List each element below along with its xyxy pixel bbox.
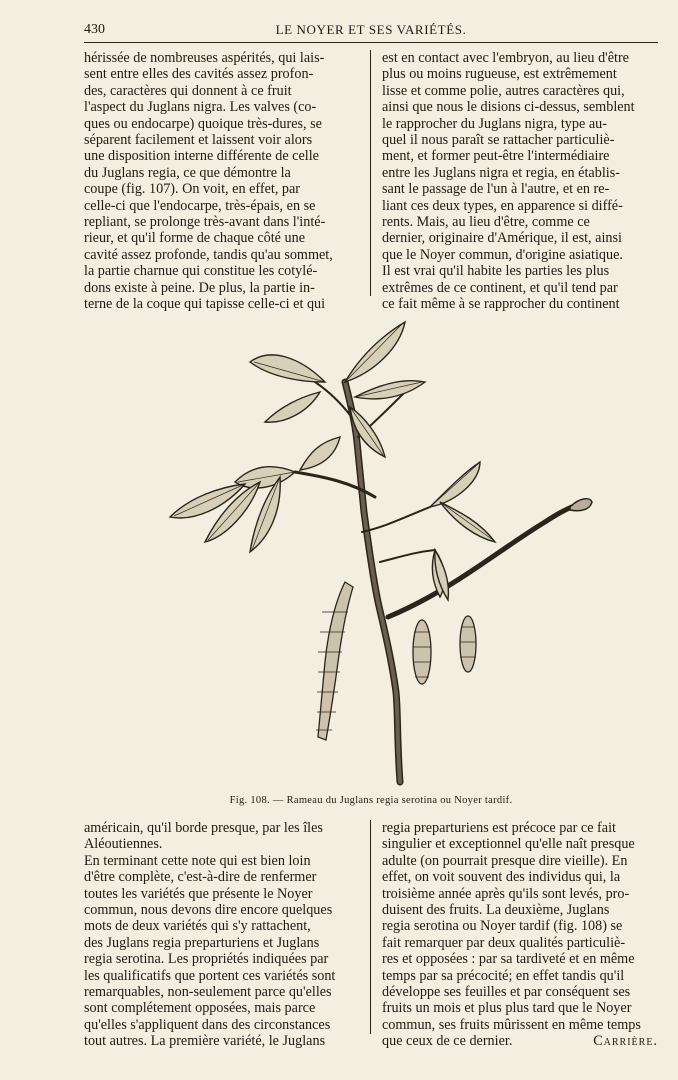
text-line: lisse et comme polie, autres caractères qui,	[382, 82, 625, 99]
text-line: plus ou moins rugueuse, est extrêmement	[382, 66, 617, 83]
text-line: ques ou endocarpe) quoique très-dures, se	[84, 115, 322, 132]
text-line: les qualificatifs que portent ces variétés sont	[84, 967, 336, 984]
text-line: extrêmes de ce continent, et qu'il tend par	[382, 279, 618, 296]
text-line: regia serotina ou Noyer tardif (fig. 108) se	[382, 918, 623, 935]
column-divider-top	[370, 50, 371, 296]
text-line: celle-ci que l'endocarpe, très-épais, en se	[84, 197, 316, 214]
text-line: temps par sa précocité; en effet tandis qu'il	[382, 967, 625, 984]
text-line: liant ces deux types, en apparence si diffé-	[382, 197, 623, 214]
text-line: Il est vrai qu'il habite les parties les plus	[382, 263, 610, 280]
text-line: ainsi que nous le disions ci-dessus, semblent	[382, 99, 635, 116]
text-line: des, caractères qui donnent à ce fruit	[84, 82, 292, 99]
text-line: Aléoutiennes.	[84, 836, 163, 853]
text-column-bottom-right	[382, 820, 658, 1050]
text-column-bottom-left	[84, 820, 360, 1050]
text-line: fruits un mois et plus plus tard que le Noyer	[382, 1000, 632, 1017]
text-line: res et opposées : par sa tardiveté et en même	[382, 951, 635, 968]
text-line: une disposition interne différente de celle	[84, 148, 319, 165]
text-line: En terminant cette note qui est bien loin	[84, 852, 311, 869]
header-rule	[84, 42, 658, 43]
text-line: commun, nous devons dire encore quelques	[84, 902, 333, 919]
text-line: terne de la coque qui tapisse celle-ci et qui	[84, 296, 326, 313]
text-line: d'être complète, c'est-à-dire de renfermer	[84, 869, 317, 886]
text-line: troisième année après qu'ils sont levés, pro-	[382, 885, 630, 902]
text-column-top-right	[382, 50, 658, 313]
running-title: LE NOYER ET SES VARIÉTÉS.	[275, 22, 467, 37]
text-line: singulier et exceptionnel qu'elle naît presque	[382, 836, 635, 853]
text-line: dernier, originaire d'Amérique, il est, ainsi	[382, 230, 622, 247]
text-line: rents. Mais, au lieu d'être, comme ce	[382, 214, 590, 231]
last-line-with-signature	[382, 1033, 658, 1049]
text-line: coupe (fig. 107). On voit, en effet, par	[84, 181, 301, 198]
text-line: quel il nous paraît se rattacher particuliè-	[382, 132, 615, 149]
text-line: duisent des fruits. La deuxième, Juglans	[382, 902, 610, 919]
text-line: repliant, se prolonge très-avant dans l'inté-	[84, 214, 326, 231]
text-line: effet, on voit souvent des individus qui, la	[382, 869, 621, 886]
text-line: développe ses feuilles et par conséquent ses	[382, 984, 631, 1001]
text-line: sent entre elles des cavités assez profon-	[84, 66, 314, 83]
text-line: regia preparturiens est précoce par ce fait	[382, 820, 616, 836]
text-line: regia serotina. Les propriétés indiquées par	[84, 951, 329, 968]
text-line: ce fait même à se rapprocher du continent	[382, 296, 620, 313]
text-line: adulte (on pourrait presque dire vieille). En	[382, 852, 628, 869]
text-line: du Juglans regia, ce que démontre la	[84, 164, 291, 181]
text-line: le rapprocher du Juglans nigra, type au-	[382, 115, 607, 132]
text-line: commun, ses fruits mûrissent en même temps	[382, 1016, 641, 1033]
text-line: sant le passage de l'un à l'autre, et en re-	[382, 181, 610, 198]
text-line: hérissée de nombreuses aspérités, qui lais-	[84, 50, 325, 66]
text-column-top-left	[84, 50, 360, 313]
text-line: l'aspect du Juglans nigra. Les valves (co-	[84, 99, 317, 116]
text-line: rieur, et qu'il forme de chaque côté une	[84, 230, 306, 247]
figure-caption: Fig. 108. — Rameau du Juglans regia serotina ou Noyer tardif.	[229, 795, 513, 806]
text-line: séparent facilement et laissent voir alors	[84, 132, 313, 149]
text-line: mots de deux variétés qui s'y rattachent,	[84, 918, 311, 935]
text-line: dons existe à peine. De plus, la partie in-	[84, 279, 315, 296]
page-number: 430	[84, 22, 105, 37]
text-line: que ceux de ce dernier.	[382, 1033, 513, 1050]
column-divider-bottom	[370, 820, 371, 1034]
text-line: qu'elles s'appliquent dans des circonstances	[84, 1016, 331, 1033]
text-line: américain, qu'il borde presque, par les îles	[84, 820, 323, 836]
text-line: que le Noyer commun, d'origine asiatique.	[382, 246, 623, 263]
text-line: entre les Juglans nigra et regia, en établis-	[382, 164, 620, 181]
page-header	[84, 22, 658, 42]
text-line: des Juglans regia preparturiens et Juglans	[84, 934, 320, 951]
text-line: tout autres. La première variété, le Juglans	[84, 1033, 326, 1050]
text-line: sont complétement opposées, mais parce	[84, 1000, 316, 1017]
text-line: toutes les variétés que présente le Noyer	[84, 885, 313, 902]
author-signature: Carrière.	[593, 1033, 658, 1050]
walnut-branch-illustration	[150, 312, 600, 792]
text-line: est en contact avec l'embryon, au lieu d'être	[382, 50, 629, 66]
text-line: la partie charnue qui constitue les cotylé-	[84, 263, 318, 280]
text-line: remarquables, non-seulement parce qu'elles	[84, 984, 332, 1001]
text-line: cavité assez profonde, tandis qu'au sommet,	[84, 246, 333, 263]
text-line: ment, et former peut-être l'intermédiaire	[382, 148, 610, 165]
text-line: fait remarquer par deux qualités particuliè-	[382, 934, 626, 951]
